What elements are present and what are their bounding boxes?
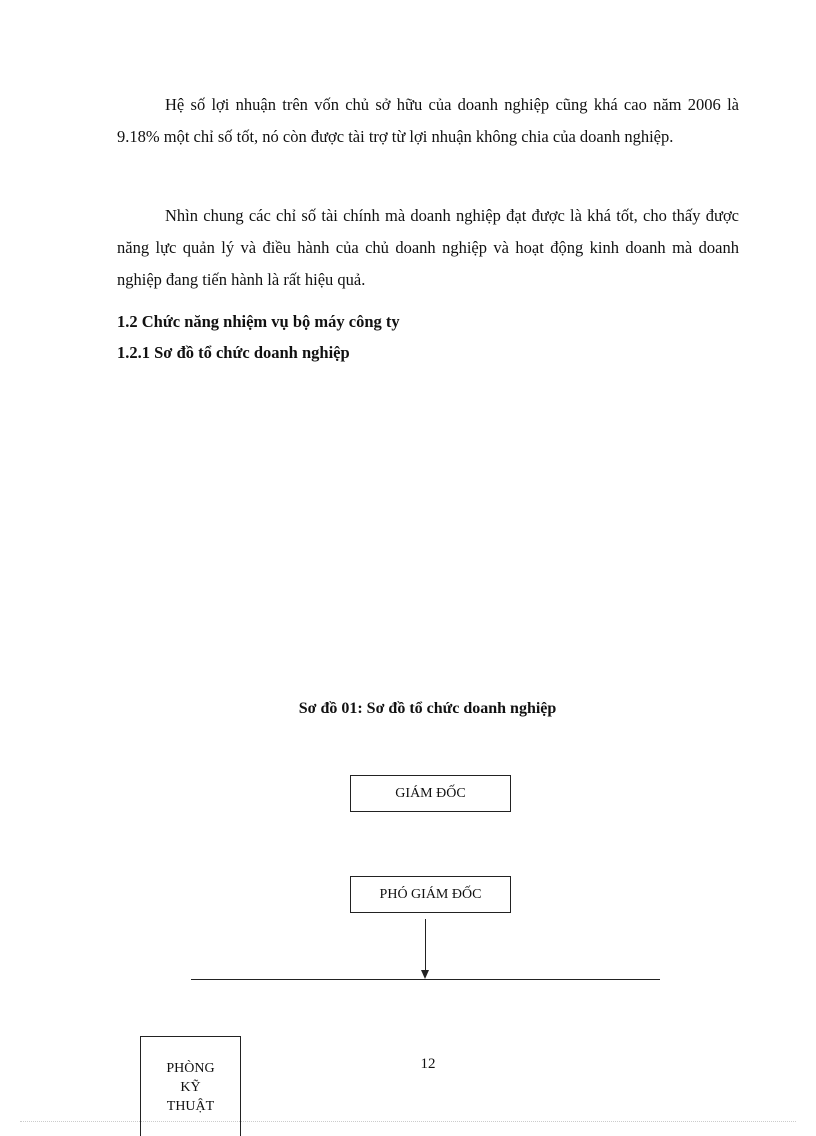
org-box-director: GIÁM ĐỐC [350, 775, 511, 812]
paragraph-text: Nhìn chung các chỉ số tài chính mà doanh nghiệp đạt được là khá tốt, cho thấy được năng lực quản lý và điều hành của chủ doanh nghiệp và hoạt động kinh doanh mà doanh nghiệp đang tiến hành là rất hiệu quả. [117, 206, 739, 289]
connector-branch-line [191, 979, 660, 980]
page-bottom-edge [20, 1121, 796, 1122]
org-box-deputy-director: PHÓ GIÁM ĐỐC [350, 876, 511, 913]
org-chart-caption: Sơ đồ 01: Sơ đồ tổ chức doanh nghiệp [298, 700, 557, 717]
subsection-heading: 1.2.1 Sơ đồ tổ chức doanh nghiệp [117, 343, 350, 362]
arrow-head-icon [421, 970, 429, 979]
org-box-label-line: PHÒNG [166, 1061, 215, 1076]
section-heading: 1.2 Chức năng nhiệm vụ bộ máy công ty [117, 312, 400, 331]
paragraph-financial-summary [117, 200, 739, 296]
connector-arrow-line [425, 919, 426, 971]
org-box-label-line: THUẬT [166, 1099, 215, 1114]
paragraph-equity-ratio [117, 89, 739, 153]
page-number: 12 [420, 1056, 436, 1072]
org-box-label-line: KỸ [180, 1080, 201, 1095]
paragraph-text: Hệ số lợi nhuận trên vốn chủ sở hữu của doanh nghiệp cũng khá cao năm 2006 là 9.18% một chỉ số tốt, nó còn được tài trợ từ lợi nhuận không chia của doanh nghiệp. [117, 95, 739, 146]
